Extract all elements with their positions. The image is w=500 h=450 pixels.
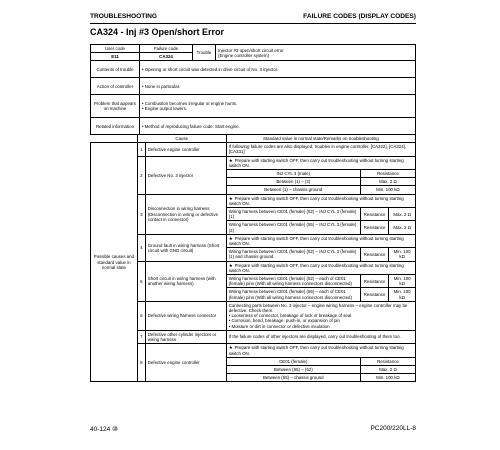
row-number: 2 — [137, 156, 145, 194]
wiring-cell: Wiring harness between CE01 (female) (52) – each of CE01 (female) pins (With all wiring harness connectors disconnected) — [226, 275, 360, 288]
problem-text: • Combustion becomes irregular or engine hunts. • Engine output lowers. — [140, 95, 416, 118]
side-label: Possible causes and standard value in normal state — [91, 143, 138, 382]
cause-text: Defective engine controller — [145, 344, 226, 382]
row-number: 7 — [137, 330, 145, 343]
sub-cell: Min. 100 kΩ — [360, 186, 415, 194]
trouble-label: Trouble — [193, 45, 216, 61]
prepare-note: ★ Prepare with starting switch OFF, then carry out troubleshooting without turning starting switch ON. — [226, 344, 415, 357]
value-cell: Max. 2 Ω — [389, 221, 416, 234]
resistance-label: Resistance — [360, 275, 388, 288]
related-label: Related information — [91, 118, 140, 135]
wiring-cell: Wiring harness between CE01 (female) (52) – INJ CYL 3 (female) (1) — [226, 208, 360, 221]
value-cell: Min. 100 kΩ — [389, 275, 416, 288]
value-cell: Max. 2 Ω — [389, 208, 416, 221]
user-code: E11 — [91, 53, 140, 61]
sub-cell: Between (1) – chassis ground — [226, 186, 360, 194]
action-label: Action of controller — [91, 78, 140, 95]
sub-cell: Resistance — [360, 170, 415, 178]
sub-cell: CE01 (female) — [226, 357, 360, 365]
prepare-text: Prepare with starting switch OFF, then carry out troubleshooting without turning starting switch ON. — [228, 195, 404, 206]
sub-cell: Between (1) – (2) — [226, 178, 360, 186]
cause-header: Cause — [137, 135, 226, 143]
resistance-label: Resistance — [360, 288, 388, 301]
value-cell: Min. 100 kΩ — [389, 248, 416, 261]
prepare-text: Prepare with starting switch OFF, then carry out troubleshooting without turning starting switch ON. — [228, 235, 404, 247]
related-text: • Method of reproducing failure code: Start engine. — [140, 118, 416, 135]
sub-cell: Resistance — [360, 357, 415, 365]
row-number: 3 — [137, 194, 145, 234]
sub-cell: INJ CYL 3 (male) — [226, 170, 360, 178]
row-number: 6 — [137, 301, 145, 330]
sub-cell: Min. 100 kΩ — [360, 374, 415, 382]
value-cell: Min. 100 kΩ — [389, 288, 416, 301]
cause-text: Defective engine controller — [145, 143, 226, 156]
footer-right: PC200/220LL-8 — [370, 425, 416, 432]
cause-text: Defective other cylinder injectors or wiring harness — [145, 330, 226, 343]
header-left: TROUBLESHOOTING — [90, 13, 158, 20]
sub-cell: Max. 2 Ω — [360, 365, 415, 373]
cause-table — [90, 134, 416, 382]
row-number: 8 — [137, 344, 145, 382]
footer-left: 40-124 ⑩ — [90, 426, 118, 433]
wiring-cell: Wiring harness between CE01 (female) (55) – each of CE01 (female) pins (With all wiring harness connectors disconnected) — [226, 288, 360, 301]
contents-label: Contents of trouble — [91, 61, 140, 78]
prepare-note: ★ Prepare with starting switch OFF, then carry out troubleshooting without turning starting switch ON. — [226, 156, 415, 169]
wiring-cell: Wiring harness between CE01 (female) (55) – INJ CYL 3 (female) (2) — [226, 221, 360, 234]
resistance-label: Resistance — [360, 248, 388, 261]
trouble-text: Injector #3 open/short circuit error (Engine controller system) — [216, 45, 416, 61]
row-number: 1 — [137, 143, 145, 156]
cause-text: Disconnection in wiring harness (Disconnection in wiring or defective contact in connector) — [145, 194, 226, 234]
prepare-note: ★ Prepare with starting switch OFF, then carry out troubleshooting without turning starting switch ON. — [226, 261, 415, 274]
standard-header: Standard value in normal state/Remarks on troubleshooting — [226, 135, 415, 143]
user-code-label: User code — [91, 45, 140, 53]
wiring-cell: Wiring harness between CE01 (female) (52) – INJ CYL 3 (female) (1) and chassis ground — [226, 248, 360, 261]
failure-code: CA324 — [140, 53, 193, 61]
cause-text: Defective No. 3 injector — [145, 156, 226, 194]
page-header — [90, 13, 416, 24]
sub-cell: Max. 2 Ω — [360, 178, 415, 186]
remark-text: Connecting parts between No. 3 injector – engine wiring harness – engine controller may be defective. Check them. • Looseness of connector, breakage of lock or breakage of seal • Corrosion, bend, breakage, push-in, or expansion of pin • Moisture or dirt in connector or defective insulation — [226, 301, 415, 330]
cause-text: Ground fault in wiring harness (Short circuit with GND circuit) — [145, 234, 226, 261]
resistance-label: Resistance — [360, 208, 388, 221]
info-table — [90, 44, 416, 135]
prepare-note: ★ Prepare with starting switch OFF, then carry out troubleshooting without turning starting switch ON. — [226, 194, 415, 207]
header-right: FAILURE CODES (DISPLAY CODES) — [303, 13, 416, 20]
cause-text: Short circuit in wiring harness (with another wiring harness) — [145, 261, 226, 301]
prepare-text: Prepare with starting switch OFF, then carry out troubleshooting without turning starting switch ON. — [228, 157, 404, 168]
prepare-text: Prepare with starting switch OFF, then carry out troubleshooting without turning starting switch ON. — [228, 345, 404, 356]
row-number: 5 — [137, 261, 145, 301]
problem-label: Problem that appears on machine — [91, 95, 140, 118]
failure-code-label: Failure code — [140, 45, 193, 53]
sub-cell: Between (55) – (52) — [226, 365, 360, 373]
remark-text: If following failure codes are also displayed, troubles in engine controller. [CA322], [CA324], [CA331] — [226, 143, 415, 156]
resistance-label: Resistance — [360, 221, 388, 234]
prepare-text: Prepare with starting switch OFF, then carry out troubleshooting without turning starting switch ON. — [228, 262, 404, 273]
prepare-note: ★ Prepare with starting switch OFF, then carry out troubleshooting without turning starting switch ON. — [226, 234, 415, 247]
contents-text: • Opening or short circuit was detected in drive circuit of No. 3 injector. — [140, 61, 416, 78]
page-title: CA324 - Inj #3 Open/short Error — [90, 27, 225, 37]
row-number: 4 — [137, 234, 145, 261]
remark-text: If the failure codes of other injectors are displayed, carry out troubleshooting of them too. — [226, 330, 415, 343]
action-text: • None in particular. — [140, 78, 416, 95]
sub-cell: Between (55) – chassis ground — [226, 374, 360, 382]
cause-text: Defective wiring harness connector — [145, 301, 226, 330]
